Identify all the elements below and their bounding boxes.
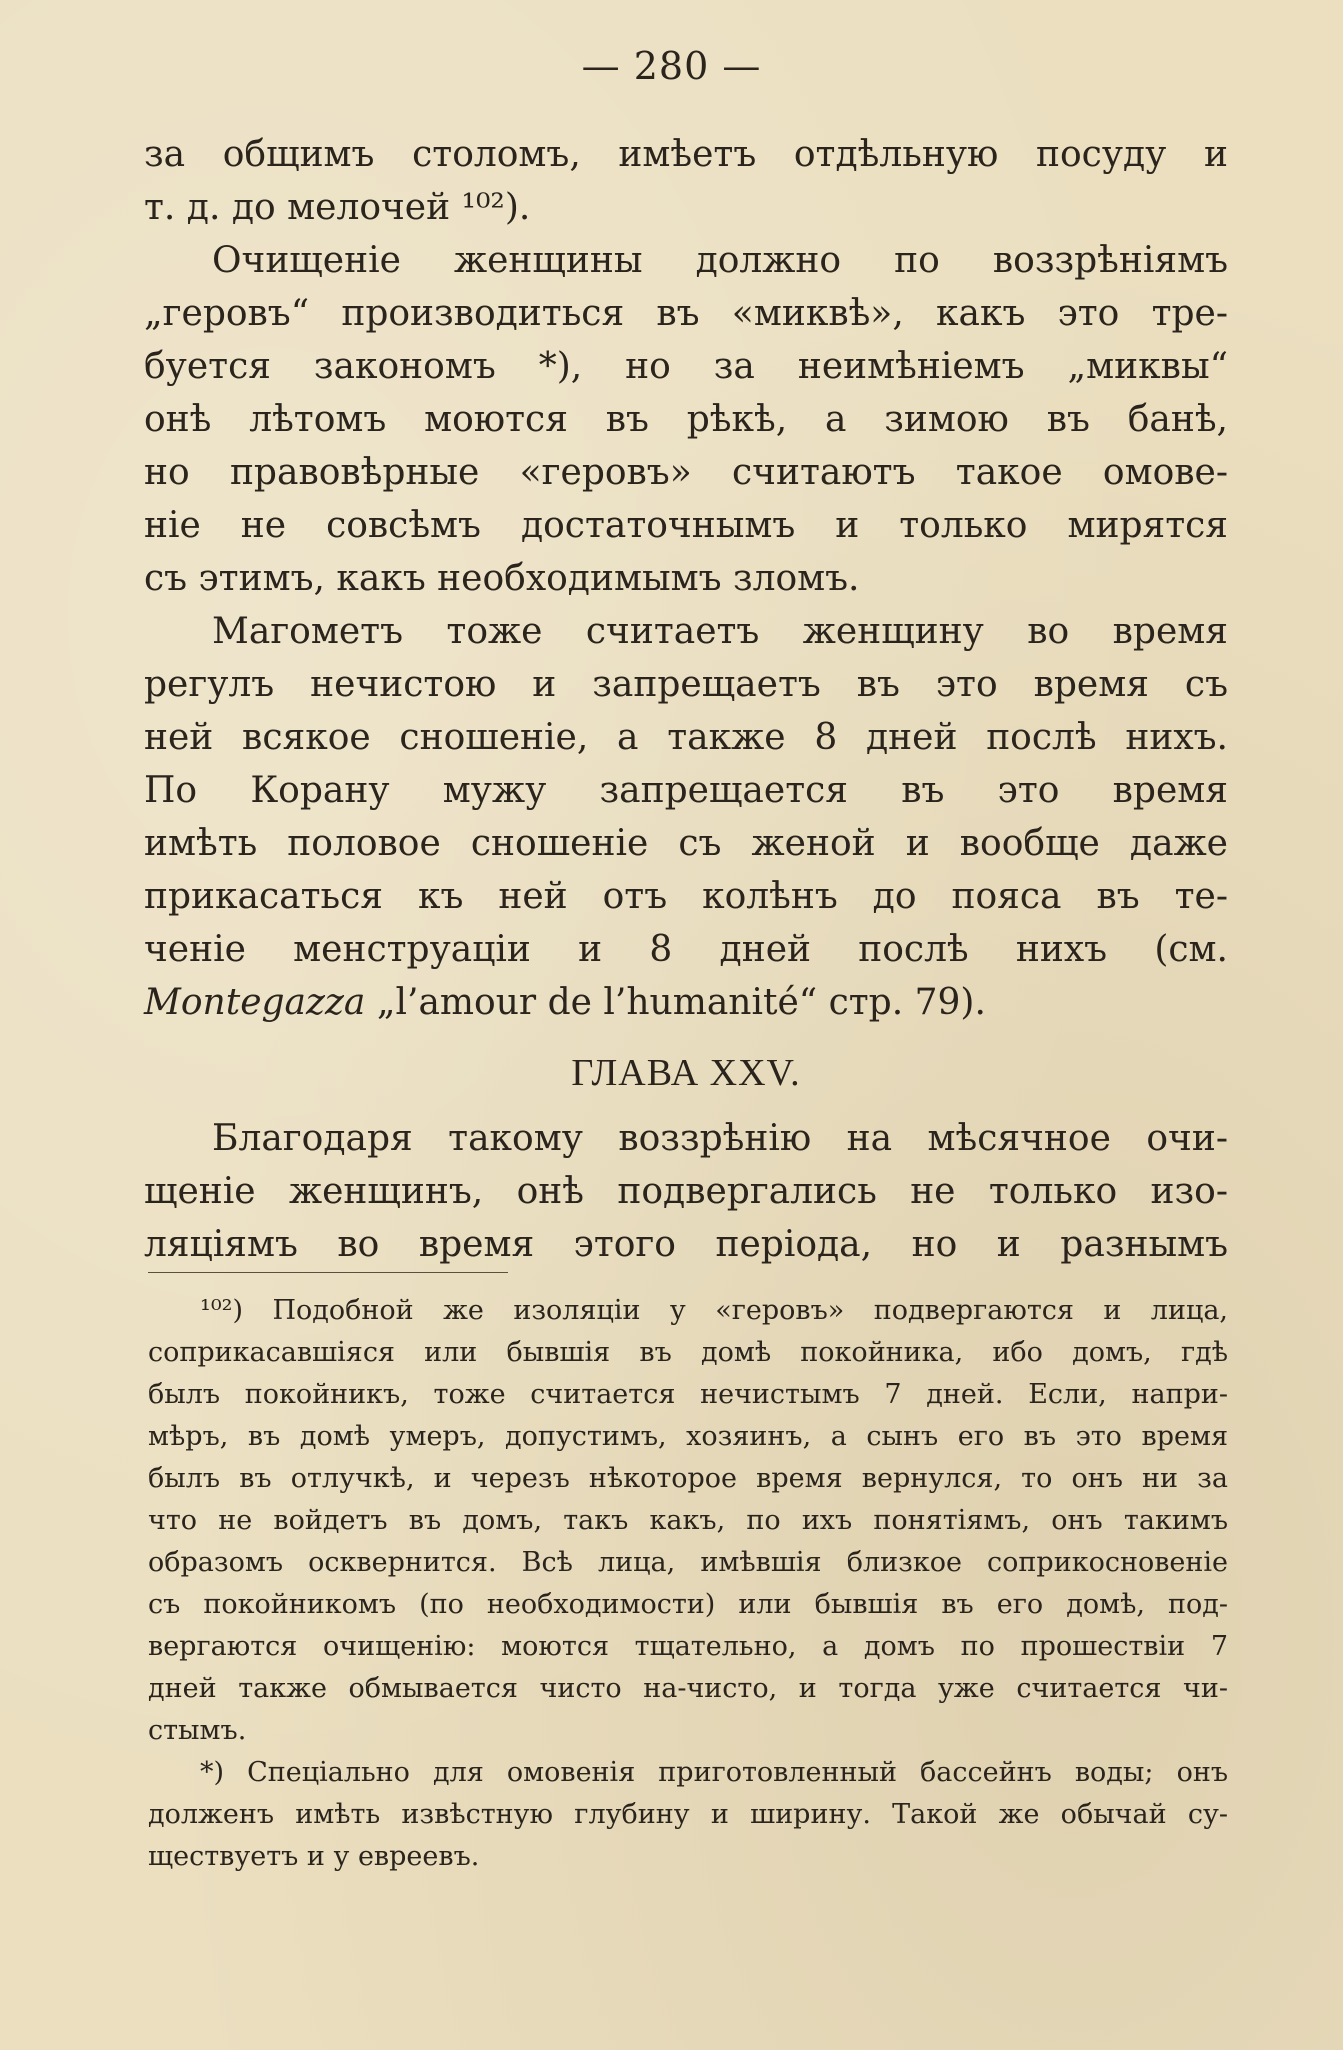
text-line: т. д. до мелочей ¹⁰²). [144,187,531,228]
paragraph-3 [144,605,1228,1029]
footnote-line: мѣръ, въ домѣ умеръ, допустимъ, хозяинъ, а сынъ его въ это время [148,1421,1228,1452]
footnote-line: былъ покойникъ, тоже считается нечистымъ 7 дней. Если, напри- [148,1379,1228,1410]
footnotes [148,1290,1228,1878]
chapter-paragraph [144,1112,1228,1271]
text-line: Магометъ тоже считаетъ женщину во время [212,611,1228,652]
text-line: Благодаря такому воззрѣнію на мѣсячное очи- [212,1118,1228,1159]
text-line: ляціямъ во время этого періода, но и разнымъ [144,1224,1228,1265]
page-number: — 280 — [581,44,762,88]
text-line: „геровъ“ производиться въ «миквѣ», какъ это тре- [144,293,1228,334]
footnote-line: долженъ имѣть извѣстную глубину и ширину. Такой же обычай су- [148,1799,1228,1830]
text-line: Очищеніе женщины должно по воззрѣніямъ [212,240,1228,281]
footnote-divider [148,1272,508,1273]
footnote-asterisk [148,1752,1228,1878]
footnote-line: соприкасавшіяся или бывшія въ домѣ покойника, ибо домъ, гдѣ [148,1337,1228,1368]
text-line: регулъ нечистою и запрещаетъ въ это время съ [144,664,1228,705]
footnote-line: дней также обмывается чисто на-чисто, и тогда уже считается чи- [148,1673,1228,1704]
footnote-line: образомъ осквернится. Всѣ лица, имѣвшія близкое соприкосновеніе [148,1547,1228,1578]
text-line: но правовѣрные «геровъ» считаютъ такое омове- [144,452,1228,493]
text-line: за общимъ столомъ, имѣетъ отдѣльную посуду и [144,134,1228,175]
paragraph-2 [144,234,1228,605]
footnote-line: вергаются очищенію: моются тщательно, а домъ по прошествіи 7 [148,1631,1228,1662]
footnote-line: ¹⁰²) Подобной же изоляціи у «геровъ» подвергаются и лица, [200,1295,1228,1326]
text-line: щеніе женщинъ, онѣ подвергались не только изо- [144,1171,1228,1212]
text-line: съ этимъ, какъ необходимымъ зломъ. [144,558,860,599]
footnote-line: былъ въ отлучкѣ, и черезъ нѣкоторое время вернулся, то онъ ни за [148,1463,1228,1494]
footnote-line: ществуетъ и у евреевъ. [148,1841,480,1872]
paragraph-1 [144,128,1228,234]
chapter-heading: ГЛАВА XXV. [571,1052,801,1094]
footnote-line: съ покойникомъ (по необходимости) или бывшія въ его домѣ, под- [148,1589,1228,1620]
text-line: буется закономъ *), но за неимѣніемъ „миквы“ [144,346,1228,387]
footnote-102 [148,1290,1228,1752]
text-line: онѣ лѣтомъ моются въ рѣкѣ, а зимою въ банѣ, [144,399,1228,440]
text-line-citation [144,976,1228,1029]
text-line: ніе не совсѣмъ достаточнымъ и только мирятся [144,505,1228,546]
text-line: ней всякое сношеніе, а также 8 дней послѣ нихъ. [144,717,1228,758]
author-name: Montegazza [144,982,366,1023]
main-text [144,128,1228,1271]
citation-text: „l’amour de l’humanité“ стр. 79). [365,982,986,1023]
footnote-line: стымъ. [148,1715,247,1746]
text-line: По Корану мужу запрещается въ это время [144,770,1228,811]
footnote-line: что не войдетъ въ домъ, такъ какъ, по ихъ понятіямъ, онъ такимъ [148,1505,1228,1536]
text-line: имѣть половое сношеніе съ женой и вообще даже [144,823,1228,864]
text-line: ченіе менструаціи и 8 дней послѣ нихъ (см. [144,929,1228,970]
footnote-line: *) Спеціально для омовенія приготовленный бассейнъ воды; онъ [200,1757,1228,1788]
text-line: прикасаться къ ней отъ колѣнъ до пояса въ те- [144,876,1228,917]
